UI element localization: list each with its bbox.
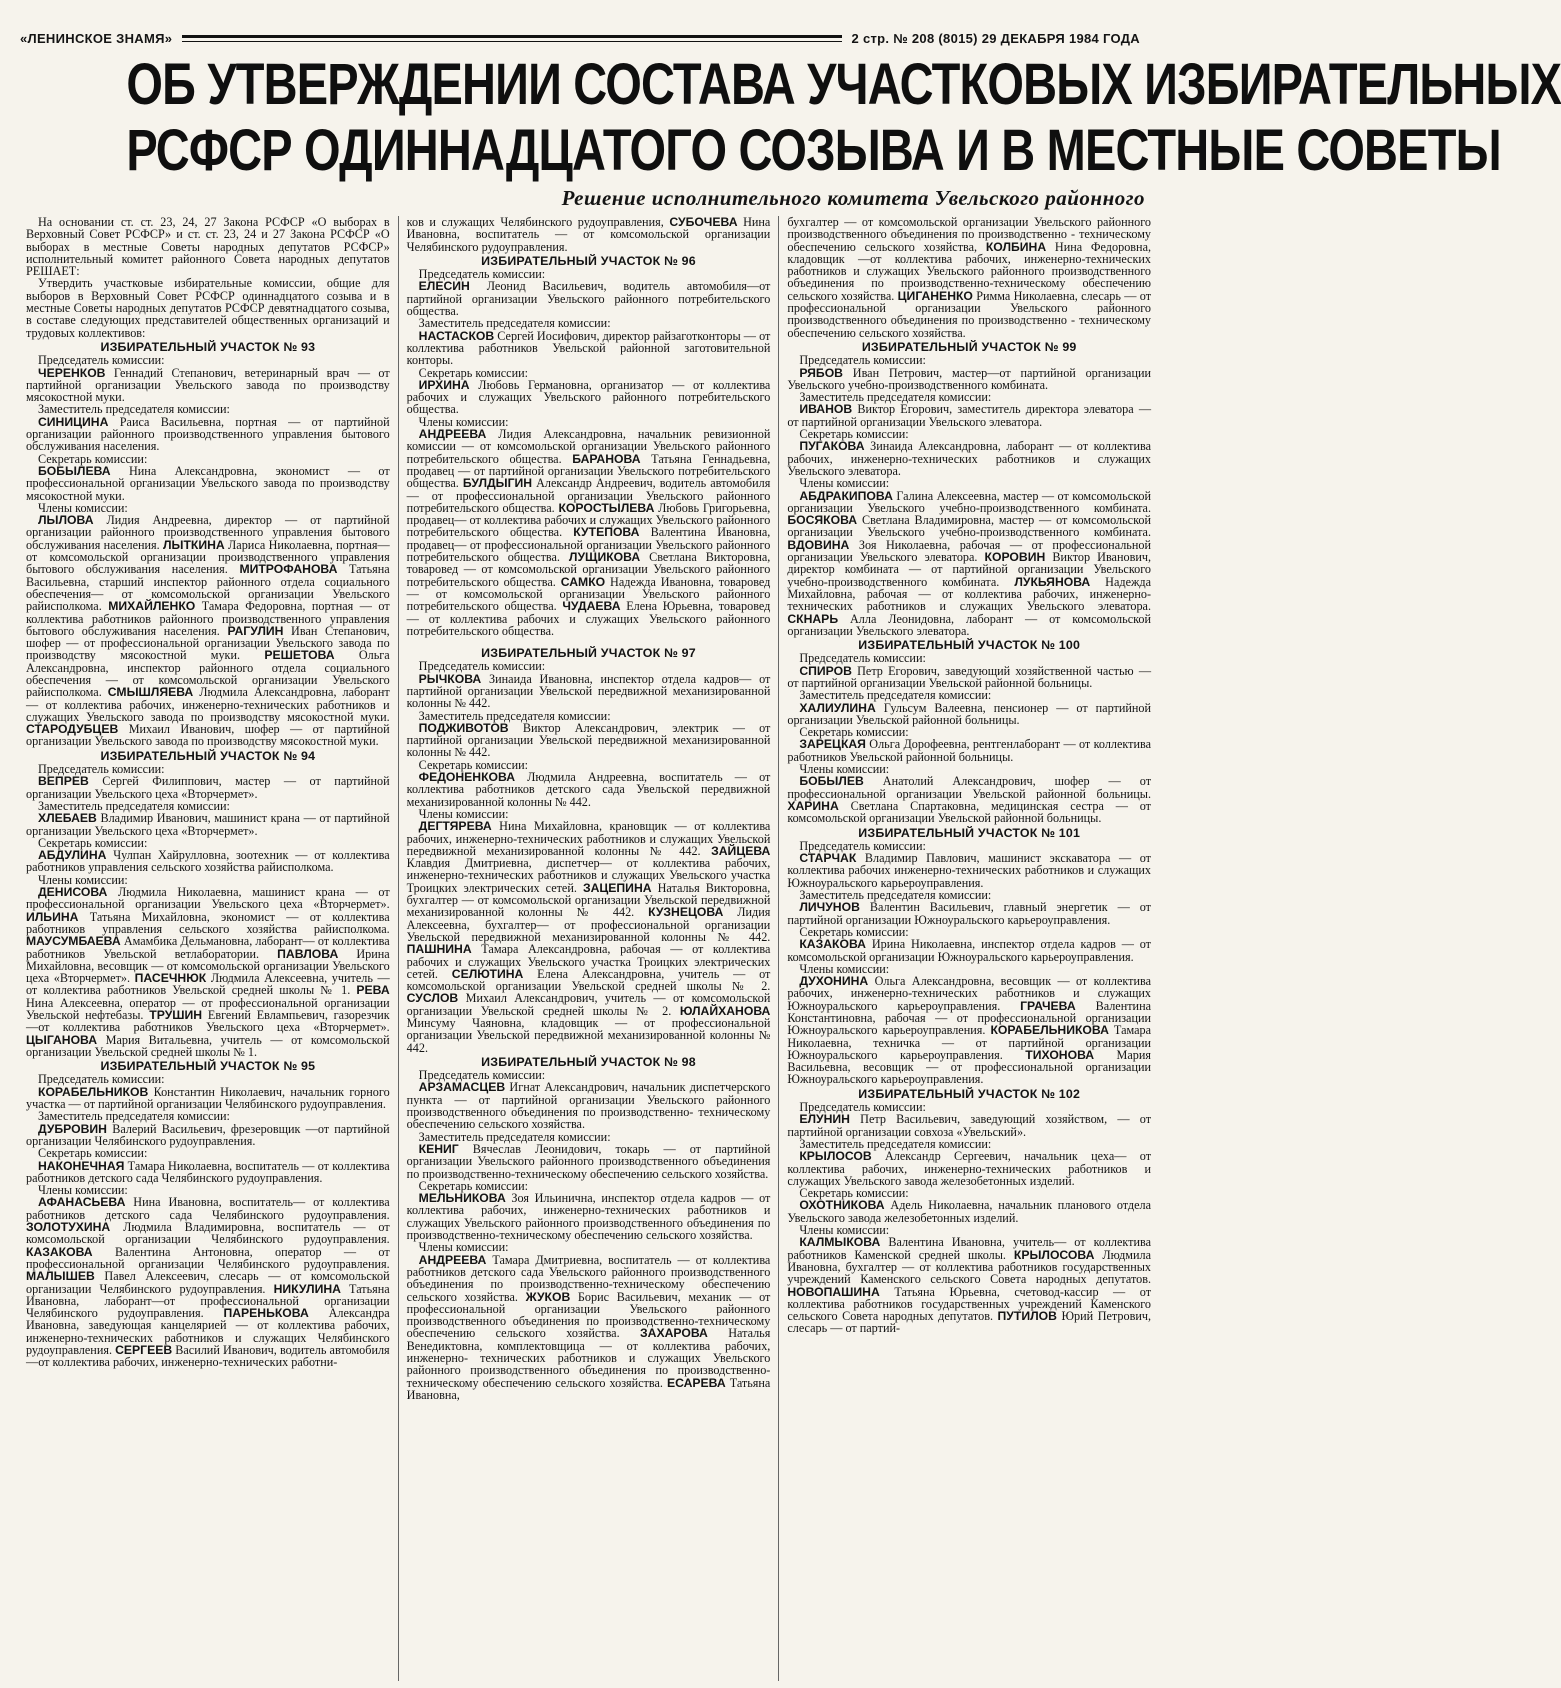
- role-label: Председатель комиссии:: [799, 838, 926, 853]
- member-name: ТИХОНОВА: [1025, 1047, 1095, 1062]
- role-label: Председатель комиссии:: [38, 1072, 165, 1087]
- member-name: АБДРАКИПОВА: [799, 488, 893, 503]
- member-text: Тамара Федоровна, портная — от коллектива работников районного производственного управления бытового обслуживания населения.: [26, 599, 390, 638]
- member-entry: [26, 416, 390, 453]
- role-label: Заместитель председателя комиссии:: [418, 1129, 611, 1144]
- member-name: БУЛДЫГИН: [462, 476, 533, 491]
- role-label: Секретарь комиссии:: [38, 1146, 148, 1161]
- member-text: Зоя Николаевна, рабочая — от профессиональной организации Увельского элеватора.: [787, 537, 1152, 565]
- member-text: Лариса Николаевна, портная— от комсомольской организации производственного управления бытового обслуживания населения.: [26, 537, 390, 577]
- member-name: ВЕПРЕВ: [38, 774, 89, 789]
- member-name: НАКОНЕЧНАЯ: [38, 1158, 125, 1173]
- member-name: ЕЛУНИН: [799, 1112, 850, 1127]
- role-label: Секретарь комиссии:: [38, 451, 148, 466]
- member-text: Владимир Павлович, машинист экскаватора — от коллектива рабочих инженерно-технических работников и служащих Южноуральского карьероуправления.: [787, 851, 1152, 890]
- member-entry: [26, 1086, 390, 1111]
- member-name: ИВАНОВ: [799, 402, 853, 417]
- member-name: КЕНИГ: [418, 1141, 459, 1156]
- member-text: Нина Александровна, экономист — от профессиональной организации Увельского завода по производству мясокостной муки.: [26, 463, 390, 503]
- member-name: ЛИЧУНОВ: [799, 900, 860, 915]
- member-text: Наталья Венедиктовна, комплектовщица — от коллектива рабочих, инженерно- технических работников и служащих Увельского районного производственного объединения по производственно-техническому обеспечению сельского хозяйства.: [406, 1326, 771, 1390]
- member-text: Михаил Иванович, шофер — от партийной организации Увельского завода по производству мясокостной муки.: [26, 722, 390, 749]
- member-entry: [26, 465, 390, 502]
- member-name: ЗАРЕЦКАЯ: [799, 737, 866, 752]
- member-text: Татьяна Ивановна, лаборант—от профессиональной организации Челябинского рудоуправления.: [26, 1281, 390, 1321]
- member-name: КРЫЛОСОВА: [1013, 1247, 1095, 1262]
- member-text: Виктор Александрович, электрик — от партийной организации Увельской передвижной механизированной колонны № 442.: [406, 720, 771, 760]
- role-label: Члены комиссии:: [799, 762, 890, 777]
- member-text: Борис Васильевич, механик — от профессиональной организации Увельского районного производственного объединения по производственно-техническому обеспечению сельского хозяйства.: [406, 1289, 771, 1341]
- member-name: ЦИГАНЕНКО: [897, 288, 973, 303]
- member-entry: [26, 367, 390, 404]
- member-text: Сергей Иосифович, директор райзаготконторы — от коллектива работников Увельской районной заготовительной конторы.: [406, 328, 771, 368]
- section-heading: ИЗБИРАТЕЛЬНЫЙ УЧАСТОК № 95: [100, 1059, 316, 1074]
- column-1: [26, 216, 390, 1681]
- issue-info: 2 стр. № 208 (8015) 29 ДЕКАБРЯ 1984 ГОДА: [851, 30, 1140, 46]
- member-text: Зинаида Александровна, лаборант — от коллектива рабочих, инженерно-технических работников и служащих Увельского элеватора.: [787, 439, 1152, 478]
- member-entry: [26, 775, 390, 800]
- member-text: Ирина Николаевна, инспектор отдела кадров — от комсомольской организации Южноуральского карьероуправления.: [787, 937, 1152, 964]
- member-text: Татьяна Геннадьевна, продавец — от партийной организации Увельского потребительского общества.: [406, 451, 771, 491]
- members-paragraph: [407, 1254, 771, 1402]
- member-entry: [787, 901, 1151, 926]
- member-name: ТРУШИН: [149, 1008, 203, 1022]
- member-text: Тамара Александровна, рабочая — от коллектива рабочих и служащих Увельского участка Троицких электрических сетей.: [406, 942, 771, 981]
- member-text: Ольга Александровна, весовщик — от коллектива рабочих, инженерно-технических работников и служащих Южноуральского карьероуправления.: [787, 974, 1152, 1013]
- member-name: ИРХИНА: [418, 377, 470, 392]
- member-entry: [787, 1199, 1151, 1224]
- member-name: СПИРОВ: [799, 663, 852, 678]
- member-name: ПУГАКОВА: [799, 439, 865, 454]
- member-name: КОРАБЕЛЬНИКОВА: [990, 1023, 1109, 1038]
- member-entry: [787, 738, 1151, 763]
- member-text: Татьяна Юрьевна, счетовод-кассир — от коллектива работников государственных учреждений Каменского сельского Совета народных депутатов.: [787, 1284, 1152, 1324]
- member-name: КУТЕПОВА: [573, 525, 640, 540]
- member-entry: [787, 938, 1151, 963]
- role-label: Секретарь комиссии:: [418, 365, 529, 380]
- role-label: Заместитель председателя комиссии:: [799, 888, 992, 903]
- member-text: Владимир Иванович, машинист крана — от партийной организации Увельского цеха «Вторчермет».: [26, 811, 390, 838]
- member-name: КОЛБИНА: [985, 239, 1047, 254]
- member-name: АФАНАСЬЕВА: [38, 1195, 126, 1210]
- member-name: СМЫШЛЯЕВА: [107, 685, 194, 700]
- role-label: Председатель комиссии:: [418, 659, 546, 674]
- member-name: ЮЛАЙХАНОВА: [679, 1003, 771, 1018]
- member-text: Валентин Васильевич, главный энергетик — от партийной организации Южноуральского карьероуправления.: [787, 900, 1152, 927]
- member-entry: [407, 330, 771, 367]
- member-text: Людмила Николаевна, машинист крана — от профессиональной организации Увельского цеха «Вторчермет».: [26, 885, 390, 912]
- role-label: Секретарь комиссии:: [418, 757, 529, 772]
- member-entry: [26, 812, 390, 837]
- member-text: Нина Ивановна, воспитатель— от коллектива работников детского сада Челябинского рудоуправления.: [26, 1195, 390, 1222]
- member-text: Константин Николаевич, начальник горного участка — от партийной организации Челябинского рудоуправления.: [26, 1084, 390, 1112]
- member-entry: [787, 852, 1151, 889]
- member-name: КОРАБЕЛЬНИКОВ: [38, 1084, 149, 1099]
- headline-line-1: ОБ УТВЕРЖДЕНИИ СОСТАВА УЧАСТКОВЫХ ИЗБИРАТЕЛЬНЫХ: [126, 52, 1561, 117]
- member-text: Светлана Спартаковна, медицинская сестра — от комсомольской организации Увельской районной больницы.: [787, 798, 1152, 826]
- member-text: Тамара Дмитриевна, воспитатель — от коллектива работников детского сада Увельского районного производственного объединения по производственно-техническому обеспечению сельского хозяйства.: [406, 1252, 771, 1304]
- role-label: Председатель комиссии:: [38, 762, 165, 777]
- intro-paragraph-2: Утвердить участковые избирательные комиссии, общие для выборов в Верховный Совет РСФСР одиннадцатого созыва и в местные Советы народных депутатов РСФСР девятнадцатого созыва, в составе следующих представителей общественных организаций и трудовых коллективов:: [26, 276, 390, 340]
- member-text: Нина Ивановна, воспитатель — от комсомольской организации Челябинского рудоуправления.: [406, 215, 771, 254]
- section-heading: ИЗБИРАТЕЛЬНЫЙ УЧАСТОК № 97: [481, 646, 696, 661]
- member-name: БОБЫЛЕВ: [799, 774, 864, 789]
- member-name: ХАРИНА: [787, 798, 839, 813]
- member-name: ЕЛЕСИН: [418, 279, 470, 294]
- members-paragraph: [26, 1196, 390, 1368]
- member-name: ЧУДАЕВА: [562, 599, 621, 614]
- member-name: ЛУКЬЯНОВА: [1014, 574, 1091, 589]
- role-label: Секретарь комиссии:: [418, 1178, 529, 1193]
- member-text: Наталья Викторовна, бухгалтер — от комсомольской организации Увельской передвижной механизированной колонны № 442.: [406, 880, 771, 920]
- member-text: Людмила Алексеевна, учитель — от коллектива работников Увельской средней школы № 1.: [26, 971, 390, 998]
- member-name: СТАРОДУБЦЕВ: [26, 722, 119, 737]
- section-heading: ИЗБИРАТЕЛЬНЫЙ УЧАСТОК № 93: [100, 339, 316, 354]
- member-text: Вячеслав Леонидович, токарь — от партийной организации Увельского районного производственного объединения по производственно-техническому обеспечению сельского хозяйства.: [406, 1141, 771, 1181]
- member-text: Валентина Ивановна, продавец— от профессиональной организации Увельского районного потребительского общества.: [406, 525, 771, 565]
- section-heading: ИЗБИРАТЕЛЬНЫЙ УЧАСТОК № 101: [858, 825, 1081, 840]
- member-text: Татьяна Ивановна,: [406, 1375, 771, 1402]
- member-name: ДЕГТЯРЕВА: [418, 819, 492, 834]
- role-label: Секретарь комиссии:: [799, 725, 909, 740]
- member-text: Лидия Александровна, начальник ревизионной комиссии — от комсомольской организации Увельского районного потребительского общества.: [406, 427, 771, 466]
- member-text: Тамара Николаевна, воспитатель — от коллектива работников детского сада Челябинского рудоуправления.: [26, 1158, 390, 1185]
- member-text: Амамбика Дельмановна, лаборант— от коллектива работников Увельской ветлаборатории.: [26, 934, 390, 961]
- member-text: Надежда Ивановна, товаровед — от комсомольской организации Увельского районного потребительского общества.: [406, 574, 771, 614]
- member-name: ЛЫЛОВА: [38, 513, 94, 528]
- member-text: Любовь Германовна, организатор — от коллектива рабочих и служащих Увельского районного потребительского общества.: [406, 377, 771, 417]
- role-label: Заместитель председателя комиссии:: [799, 390, 992, 405]
- member-name: ХАЛИУЛИНА: [799, 700, 876, 715]
- role-label: Заместитель председателя комиссии:: [38, 798, 230, 813]
- member-name: ЦЫГАНОВА: [26, 1032, 98, 1047]
- member-name: ПАВЛОВА: [277, 946, 339, 961]
- member-entry: [407, 771, 771, 808]
- members-paragraph: [407, 216, 771, 253]
- member-name: АБДУЛИНА: [38, 848, 107, 863]
- role-label: Секретарь комиссии:: [38, 835, 148, 850]
- member-name: ЖУКОВ: [525, 1289, 571, 1304]
- role-label: Секретарь комиссии:: [799, 924, 909, 939]
- role-label: Заместитель председателя комиссии:: [38, 1109, 230, 1124]
- member-entry: [407, 379, 771, 416]
- member-name: ПАШНИНА: [406, 942, 472, 957]
- member-text: Людмила Ивановна, бухгалтер — от коллектива работников государственных учреждений Каменского сельского Совета народных депутатов.: [787, 1247, 1152, 1287]
- member-text: Виктор Егорович, заместитель директора элеватора — от партийной организации Увельского элеватора.: [787, 402, 1152, 429]
- role-label: Председатель комиссии:: [799, 651, 926, 666]
- members-paragraph: [787, 975, 1151, 1086]
- member-name: ХЛЕБАЕВ: [38, 811, 97, 826]
- member-entry: [407, 1143, 771, 1180]
- role-label: Заместитель председателя комиссии:: [799, 1136, 992, 1151]
- member-name: ЗАЙЦЕВА: [711, 843, 771, 858]
- members-paragraph: [26, 886, 390, 1058]
- member-text: Валентина Константиновна, рабочая — от профессиональной организации Южноуральского карьероуправления.: [787, 998, 1152, 1038]
- member-name: КУЗНЕЦОВА: [648, 905, 724, 920]
- member-text: Чулпан Хайрулловна, зоотехник — от коллектива работников управления сельского хозяйства райисполкома.: [26, 848, 390, 875]
- member-name: ЗОЛОТУХИНА: [26, 1220, 111, 1235]
- section-heading: ИЗБИРАТЕЛЬНЫЙ УЧАСТОК № 102: [858, 1086, 1081, 1101]
- member-text: Ольга Дорофеевна, рентгенлаборант — от коллектива работников Увельской районной больницы.: [787, 737, 1152, 764]
- member-name: АРЗАМАСЦЕВ: [418, 1080, 506, 1095]
- member-name: НАСТАСКОВ: [418, 328, 495, 343]
- role-label: Председатель комиссии:: [418, 267, 546, 282]
- member-name: КРЫЛОСОВ: [799, 1149, 872, 1164]
- members-paragraph: [787, 775, 1151, 824]
- role-label: Члены комиссии:: [418, 414, 509, 429]
- headline-line-2: РСФСР ОДИННАДЦАТОГО СОЗЫВА И В МЕСТНЫЕ СОВЕТЫ: [126, 118, 1501, 183]
- member-text: Нина Михайловна, крановщик — от коллектива рабочих, инженерно-технических работников и служащих Увельской передвижной механизированной колонны № 442.: [406, 819, 771, 858]
- member-name: МАЛЫШЕВ: [26, 1269, 95, 1284]
- member-name: СКНАРЬ: [787, 611, 839, 626]
- role-label: Председатель комиссии:: [38, 353, 165, 368]
- role-label: Члены комиссии:: [38, 1183, 128, 1198]
- member-name: ПАСЕЧНЮК: [134, 971, 207, 986]
- column-3: [778, 216, 1151, 1681]
- section-heading: ИЗБИРАТЕЛЬНЫЙ УЧАСТОК № 100: [858, 638, 1081, 653]
- member-name: ДУХОНИНА: [799, 974, 869, 989]
- member-name: ЛУЩИКОВА: [568, 550, 641, 565]
- member-name: РАГУЛИН: [227, 623, 284, 638]
- member-text: Александра Ивановна, заведующая канцелярией — от коллектива рабочих, инженерно-технических работников и служащих Челябинского рудоуправления.: [26, 1306, 390, 1358]
- member-name: ВДОВИНА: [787, 537, 850, 552]
- member-entry: [407, 1081, 771, 1130]
- member-entry: [787, 440, 1151, 477]
- member-name: НИКУЛИНА: [273, 1281, 341, 1296]
- member-text: Иван Петрович, мастер—от партийной организации Увельского учебно-производственного комбината.: [787, 365, 1152, 392]
- member-text: Александр Андреевич, водитель автомобиля — от профессиональной организации Увельского районного потребительского общества.: [406, 476, 771, 515]
- member-name: АНДРЕЕВА: [418, 427, 487, 442]
- member-text: ков и служащих Челябинского рудоуправления,: [406, 215, 664, 229]
- member-name: АНДРЕЕВА: [418, 1252, 487, 1267]
- member-text: Нина Федоровна, кладовщик —от коллектива рабочих, инженерно-технических работников и служащих Увельского районного производственного объединения по производственно-техническому обеспечению сельского хозяйства.: [787, 239, 1152, 303]
- member-text: Валентина Ивановна, учитель— от коллектива работников Каменской средней школы.: [787, 1235, 1152, 1262]
- member-name: ИЛЬИНА: [26, 909, 79, 924]
- member-entry: [407, 1192, 771, 1241]
- member-name: БОБЫЛЕВА: [38, 463, 111, 478]
- member-entry: [407, 722, 771, 759]
- member-name: ПУТИЛОВ: [997, 1309, 1057, 1324]
- member-name: СЕЛЮТИНА: [451, 966, 524, 981]
- member-name: СТАРЧАК: [799, 851, 857, 866]
- member-name: СУСЛОВ: [406, 991, 459, 1006]
- member-text: Александр Сергеевич, начальник цеха— от коллектива рабочих, инженерно-технических работников и служащих Увельского завода железобетонных изделий.: [787, 1149, 1152, 1188]
- member-text: Сергей Филиппович, мастер — от партийной организации Увельского цеха «Вторчермет».: [26, 774, 390, 801]
- member-name: КОРОВИН: [984, 550, 1046, 565]
- article-columns: [26, 216, 1151, 1681]
- member-text: Валентина Антоновна, оператор — от профессиональной организации Челябинского рудоуправления.: [26, 1244, 390, 1271]
- member-text: Людмила Владимировна, воспитатель — от комсомольской организации Челябинского рудоуправления.: [26, 1220, 390, 1247]
- section-heading: ИЗБИРАТЕЛЬНЫЙ УЧАСТОК № 98: [481, 1054, 696, 1069]
- member-text: Мария Витальевна, учитель — от комсомольской организации Увельской средней школы № 1.: [26, 1032, 390, 1059]
- member-name: РЯБОВ: [799, 365, 843, 380]
- member-text: Алла Леонидовна, лаборант — от комсомольской организации Увельского элеватора.: [787, 611, 1152, 638]
- intro-paragraph: На основании ст. ст. 23, 24, 27 Закона РСФСР «О выборах в Верховный Совет РСФСР» и ст. ст. 23, 24 и 27 Закона РСФСР «О выборах в местные Советы народных депутатов РСФСР» исполнительный комитет районного Совета народных депутатов РЕШАЕТ:: [26, 215, 390, 279]
- member-text: Василий Иванович, водитель автомобиля —от коллектива рабочих, инженерно-технических работни-: [26, 1343, 390, 1370]
- member-entry: [26, 1123, 390, 1148]
- member-text: Мария Васильевна, весовщик — от профессиональной организации Южноуральского карьероуправления.: [787, 1047, 1152, 1087]
- member-name: БАРАНОВА: [572, 451, 641, 466]
- member-text: Леонид Васильевич, водитель автомобиля—от партийной организации Увельского районного потребительского общества.: [406, 279, 771, 319]
- member-entry: [787, 1113, 1151, 1138]
- role-label: Председатель комиссии:: [418, 1068, 546, 1083]
- member-text: Раиса Васильевна, портная — от партийной организации районного производственного управления бытового обслуживания населения.: [26, 414, 390, 454]
- newspaper-name: «ЛЕНИНСКОЕ ЗНАМЯ»: [20, 30, 173, 46]
- member-name: РЫЧКОВА: [418, 671, 482, 686]
- member-name: СИНИЦИНА: [38, 414, 109, 429]
- members-paragraph: [26, 514, 390, 748]
- role-label: Секретарь комиссии:: [799, 427, 909, 442]
- member-text: Павел Алексеевич, слесарь — от комсомольской организации Челябинского рудоуправления.: [26, 1269, 390, 1296]
- members-paragraph: [407, 820, 771, 1054]
- role-label: Секретарь комиссии:: [799, 1186, 909, 1201]
- member-name: ДЕНИСОВА: [38, 885, 108, 900]
- member-entry: [787, 1150, 1151, 1187]
- member-text: Галина Алексеевна, мастер — от комсомольской организации Увельского учебно-производственного комбината.: [787, 488, 1152, 515]
- subheadline: Решение исполнительного комитета Увельского районного: [561, 186, 1145, 210]
- member-name: ОХОТНИКОВА: [799, 1198, 885, 1213]
- role-label: Члены комиссии:: [799, 476, 890, 491]
- member-name: МАУСУМБАЕВА: [26, 934, 121, 949]
- member-name: ЗАХАРОВА: [640, 1326, 708, 1341]
- member-text: Михаил Александрович, учитель — от комсомольской организации Увельской средней школы № 2.: [406, 991, 771, 1018]
- member-text: Юрий Петрович, слесарь — от партий-: [787, 1309, 1152, 1336]
- member-name: НОВОПАШИНА: [787, 1284, 880, 1299]
- member-text: Любовь Григорьевна, продавец— от коллектива рабочих и служащих Увельского районного потребительского общества.: [406, 500, 771, 540]
- role-label: Члены комиссии:: [799, 1223, 890, 1238]
- role-label: Члены комиссии:: [799, 961, 890, 976]
- member-text: Клавдия Дмитриевна, диспетчер— от коллектива рабочих, инженерно-технических работников и служащих Увельского участка Троицких электрических сетей.: [406, 856, 771, 895]
- member-name: ДУБРОВИН: [38, 1121, 107, 1136]
- member-entry: [407, 673, 771, 710]
- member-text: Виктор Иванович, директор комбината — от партийной организации Увельского учебно-производственного комбината.: [787, 550, 1152, 589]
- members-paragraph: [787, 1236, 1151, 1334]
- role-label: Заместитель председателя комиссии:: [418, 316, 611, 331]
- member-name: МИХАЙЛЕНКО: [108, 599, 196, 614]
- member-text: Минсуму Чаяновна, кладовщик — от профессиональной организации Увельской передвижной механизированной колонны № 442.: [406, 1016, 771, 1055]
- member-text: Адель Николаевна, начальник планового отдела Увельского завода железобетонных изделий.: [787, 1198, 1152, 1225]
- member-name: ПАРЕНЬКОВА: [223, 1306, 309, 1321]
- role-label: Заместитель председателя комиссии:: [418, 708, 611, 723]
- member-name: ПОДЖИВОТОВ: [418, 720, 509, 735]
- role-label: Заместитель председателя комиссии:: [38, 402, 230, 417]
- member-text: Светлана Викторовна, товаровед — от комсомольской организации Увельского районного потребительского общества.: [406, 550, 771, 589]
- member-text: Валерий Васильевич, фрезеровщик —от партийной организации Челябинского рудоуправления.: [26, 1121, 390, 1148]
- member-name: МИТРОФАНОВА: [239, 562, 338, 577]
- member-text: Людмила Андреевна, воспитатель — от коллектива работников детского сада Увельской передвижной механизированной колонны № 442.: [406, 770, 771, 809]
- member-name: САМКО: [560, 574, 606, 589]
- role-label: Члены комиссии:: [418, 1240, 509, 1255]
- member-text: бухгалтер — от комсомольской организации Увельского районного производственного объединения по производственно - техническому обеспечению сельского хозяйства,: [787, 215, 1152, 254]
- member-name: КАЛМЫКОВА: [799, 1235, 881, 1250]
- member-entry: [787, 403, 1151, 428]
- member-text: Анатолий Александрович, шофер — от профессиональной организации Увельской районной больницы.: [787, 774, 1152, 801]
- member-name: КАЗАКОВА: [26, 1244, 93, 1259]
- member-text: Римма Николаевна, слесарь — от профессиональной организации Увельского районного производственного объединения по производственно - техническому обеспечению сельского хозяйства.: [787, 288, 1152, 340]
- member-entry: [407, 280, 771, 317]
- member-name: СУБОЧЕВА: [669, 215, 738, 229]
- member-name: БОСЯКОВА: [787, 513, 858, 528]
- section-heading: ИЗБИРАТЕЛЬНЫЙ УЧАСТОК № 99: [861, 339, 1077, 354]
- column-2: [398, 216, 771, 1681]
- member-text: Нина Алексеевна, оператор — от профессиональной организации Увельской нефтебазы.: [26, 995, 390, 1022]
- member-name: РЕВА: [356, 983, 390, 998]
- member-text: Надежда Михайловна, рабочая — от коллектива рабочих, инженерно-технических работников и служащих Увельского элеватора.: [787, 574, 1152, 614]
- member-text: Светлана Владимировна, мастер — от комсомольской организации Увельского учебно-производственного комбината.: [787, 513, 1152, 540]
- members-paragraph: [787, 216, 1151, 339]
- member-entry: [26, 1160, 390, 1185]
- member-text: Людмила Александровна, лаборант— от коллектива рабочих, инженерно-технических работников и служащих Увельского завода по производству мясокостной муки.: [26, 685, 390, 724]
- member-text: Татьяна Васильевна, старший инспектор районного отдела социального обеспечения— от комсомольской организации Увельского райисполкома.: [26, 562, 390, 614]
- member-name: КОРОСТЫЛЕВА: [558, 500, 655, 515]
- member-text: Елена Юрьевна, товаровед — от коллектива рабочих и служащих Увельского районного потребительского общества.: [406, 599, 771, 638]
- members-paragraph: [787, 490, 1151, 638]
- member-name: ЕСАРЕВА: [666, 1375, 726, 1390]
- member-text: Евгений Евлампьевич, газорезчик —от коллектива работников Увельского цеха «Вторчермет».: [26, 1008, 390, 1035]
- role-label: Члены комиссии:: [418, 806, 509, 821]
- member-entry: [26, 849, 390, 874]
- member-name: ЧЕРЕНКОВ: [38, 365, 106, 380]
- member-name: СЕРГЕЕВ: [115, 1343, 173, 1358]
- member-name: ГРАЧЕВА: [1020, 998, 1076, 1013]
- member-text: Игнат Александрович, начальник диспетчерского пункта — от партийной организации Увельского районного производственного объединения по производственно- техническому обеспечению сельского хозяйства.: [406, 1080, 771, 1132]
- role-label: Члены комиссии:: [38, 500, 128, 515]
- member-name: РЕШЕТОВА: [264, 648, 335, 663]
- member-text: Зинаида Ивановна, инспектор отдела кадров— от партийной организации Увельской передвижной механизированной колонны № 442.: [406, 671, 771, 711]
- member-entry: [787, 702, 1151, 727]
- member-text: Петр Егорович, заведующий хозяйственной частью — от партийной организации Увельской районной больницы.: [787, 663, 1152, 690]
- role-label: Заместитель председателя комиссии:: [799, 688, 992, 703]
- member-entry: [787, 367, 1151, 392]
- member-name: ЛЫТКИНА: [163, 537, 225, 552]
- members-paragraph: [407, 428, 771, 637]
- member-text: Лидия Алексеевна, бухгалтер— от профессиональной организации Увельской передвижной механизированной колонны № 442.: [406, 905, 771, 944]
- member-entry: [787, 665, 1151, 690]
- member-text: Тамара Николаевна, техничка — от партийной организации Южноуральского карьероуправления.: [787, 1023, 1152, 1062]
- member-text: Татьяна Михайловна, экономист — от коллектива работников управления сельского хозяйства райисполкома.: [26, 909, 390, 936]
- member-text: Иван Степанович, шофер — от профессиональной организации Увельского завода по производству мясокостной муки.: [26, 623, 390, 663]
- member-name: КАЗАКОВА: [799, 937, 866, 952]
- member-text: Ирина Михайловна, весовщик — от комсомольской организации Увельского цеха «Вторчермет».: [26, 946, 390, 986]
- member-name: ФЕДОНЕНКОВА: [418, 770, 516, 785]
- member-text: Гульсум Валеевна, пенсионер — от партийной организации Увельской районной больницы.: [787, 700, 1152, 727]
- member-text: Ольга Александровна, инспектор районного отдела социального обеспечения — от комсомольской организации Увельского райисполкома.: [26, 648, 390, 700]
- member-name: МЕЛЬНИКОВА: [418, 1191, 506, 1206]
- member-name: ЗАЦЕПИНА: [582, 880, 652, 895]
- member-text: Петр Васильевич, заведующий хозяйством, — от партийной организации совхоза «Увельский».: [787, 1112, 1152, 1139]
- masthead-rule: [182, 35, 841, 42]
- section-heading: ИЗБИРАТЕЛЬНЫЙ УЧАСТОК № 94: [100, 748, 316, 763]
- member-text: Лидия Андреевна, директор — от партийной организации районного производственного управления бытового обслуживания населения.: [26, 513, 390, 552]
- role-label: Председатель комиссии:: [799, 1100, 926, 1115]
- member-text: Геннадий Степанович, ветеринарный врач — от партийной организации Увельского завода по производству мясокостной муки.: [26, 365, 390, 405]
- masthead: [20, 27, 1140, 49]
- role-label: Председатель комиссии:: [799, 353, 926, 368]
- role-label: Члены комиссии:: [38, 872, 128, 887]
- section-heading: ИЗБИРАТЕЛЬНЫЙ УЧАСТОК № 96: [481, 253, 696, 268]
- member-text: Зоя Ильинична, инспектор отдела кадров — от коллектива рабочих, инженерно-технических работников и служащих Увельского районного производственного объединения по производственно-техническому обеспечению сельского хозяйства.: [406, 1191, 771, 1243]
- member-text: Елена Александровна, учитель — от комсомольской организации Увельской средней школы № 2.: [406, 966, 771, 994]
